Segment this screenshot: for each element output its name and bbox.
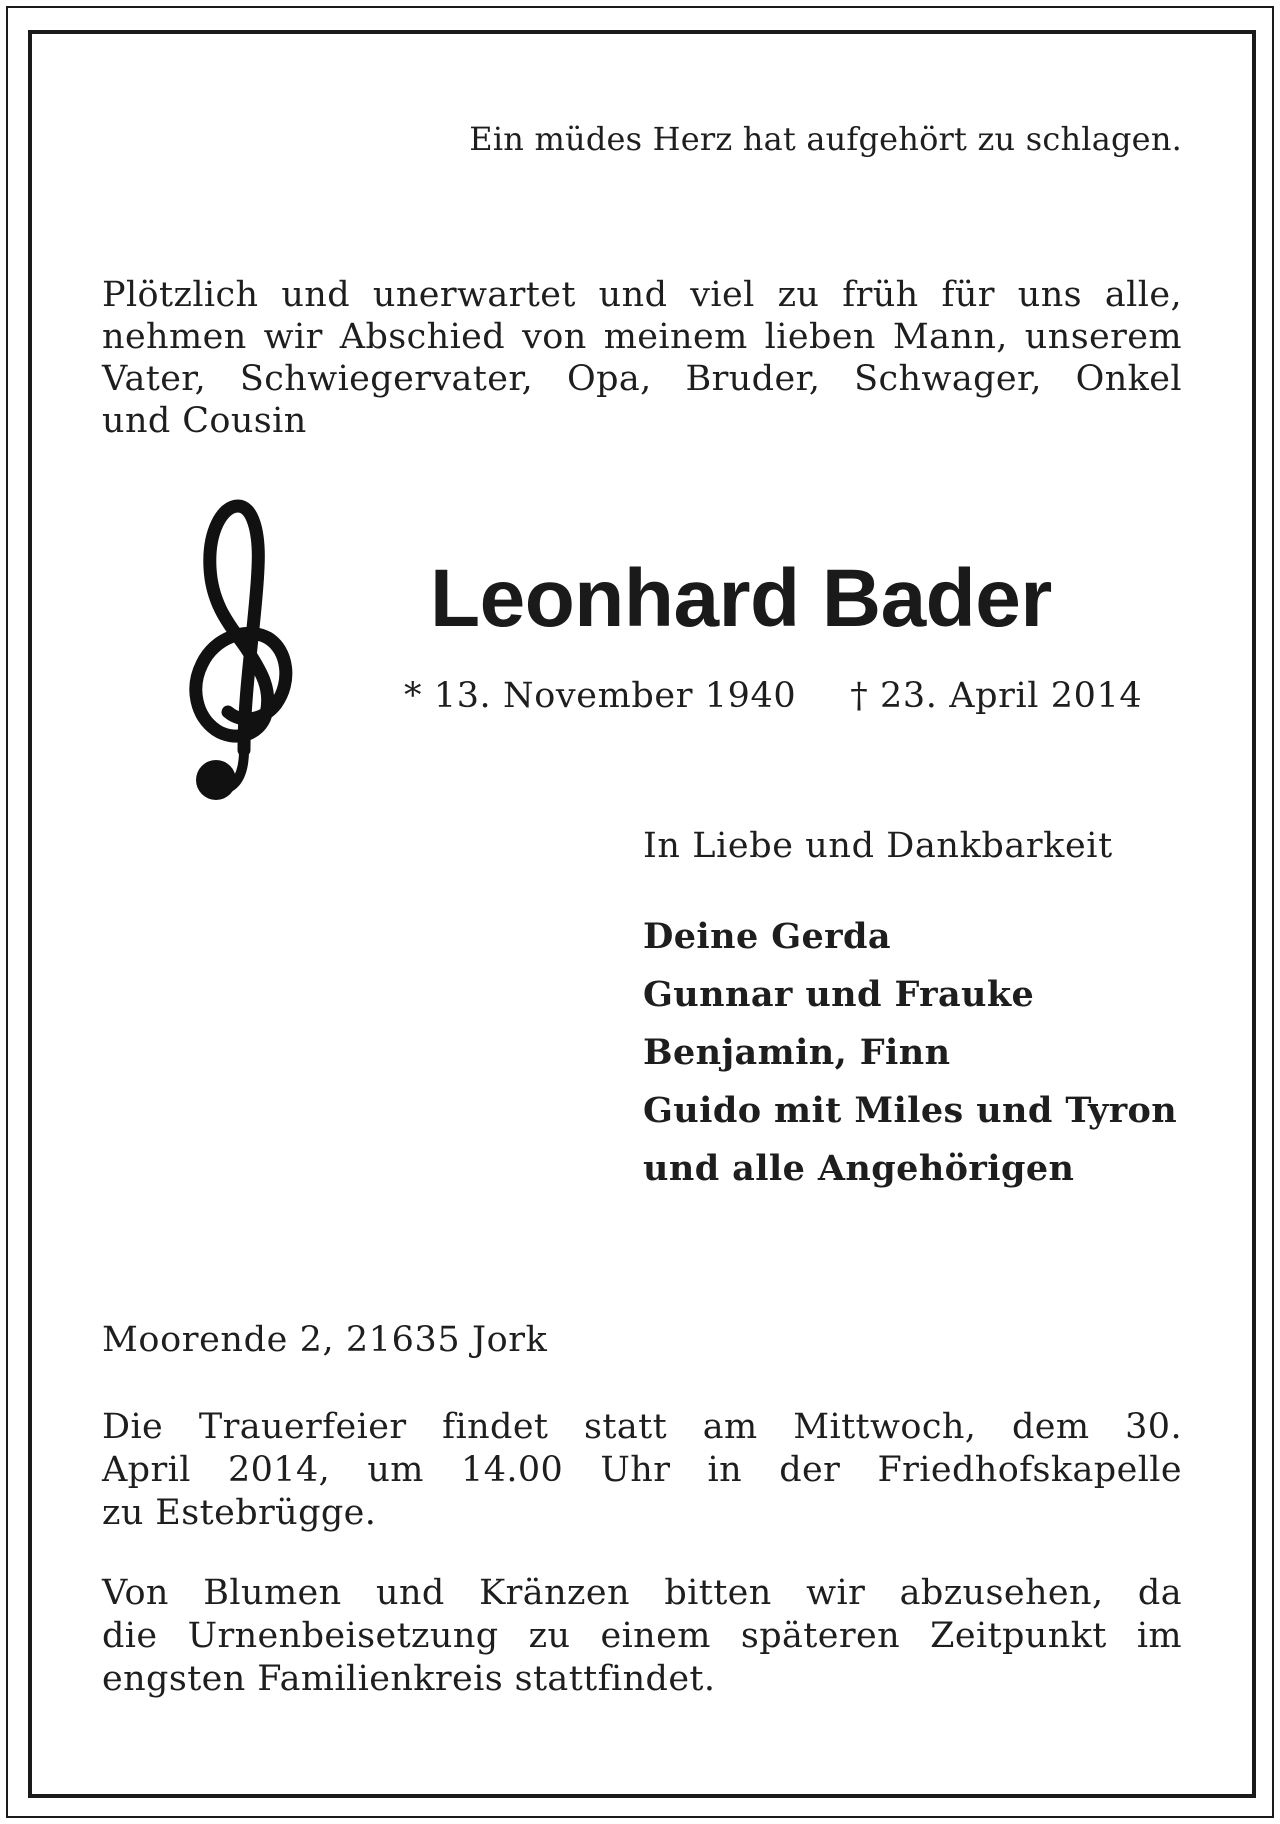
family-member: und alle Angehörigen	[643, 1148, 1075, 1189]
flowers-line: Von Blumen und Kränzen bitten wir abzusehen, da	[102, 1573, 1182, 1613]
dedication: In Liebe und Dankbarkeit	[643, 826, 1113, 866]
family-member: Deine Gerda	[643, 916, 891, 957]
family-list	[643, 908, 1177, 1198]
intro-text	[102, 274, 1182, 442]
service-info	[102, 1406, 1182, 1535]
flowers-line: die Urnenbeisetzung zu einem späteren Zeitpunkt im	[102, 1616, 1182, 1656]
family-member: Guido mit Miles und Tyron	[643, 1090, 1178, 1131]
motto: Ein müdes Herz hat aufgehört zu schlagen.	[469, 120, 1182, 158]
service-line: zu Estebrügge.	[102, 1493, 377, 1533]
address: Moorende 2, 21635 Jork	[102, 1320, 548, 1360]
intro-line: nehmen wir Abschied von meinem lieben Mann, unserem	[102, 317, 1182, 357]
birth-date: * 13. November 1940	[404, 676, 797, 716]
treble-clef-icon	[172, 498, 312, 808]
family-member: Benjamin, Finn	[643, 1032, 951, 1073]
service-line: Die Trauerfeier findet statt am Mittwoch, dem 30.	[102, 1407, 1182, 1447]
intro-line: Plötzlich und unerwartet und viel zu früh für uns alle,	[102, 275, 1182, 315]
death-date: † 23. April 2014	[850, 676, 1143, 716]
service-line: April 2014, um 14.00 Uhr in der Friedhofskapelle	[102, 1450, 1182, 1490]
family-member: Gunnar und Frauke	[643, 974, 1035, 1015]
deceased-name: Leonhard Bader	[430, 553, 1052, 644]
flowers-note	[102, 1572, 1182, 1701]
intro-line: Vater, Schwiegervater, Opa, Bruder, Schwager, Onkel	[102, 359, 1182, 399]
life-dates	[404, 676, 1142, 716]
flowers-line: engsten Familienkreis stattfindet.	[102, 1659, 716, 1699]
intro-line: und Cousin	[102, 401, 307, 441]
